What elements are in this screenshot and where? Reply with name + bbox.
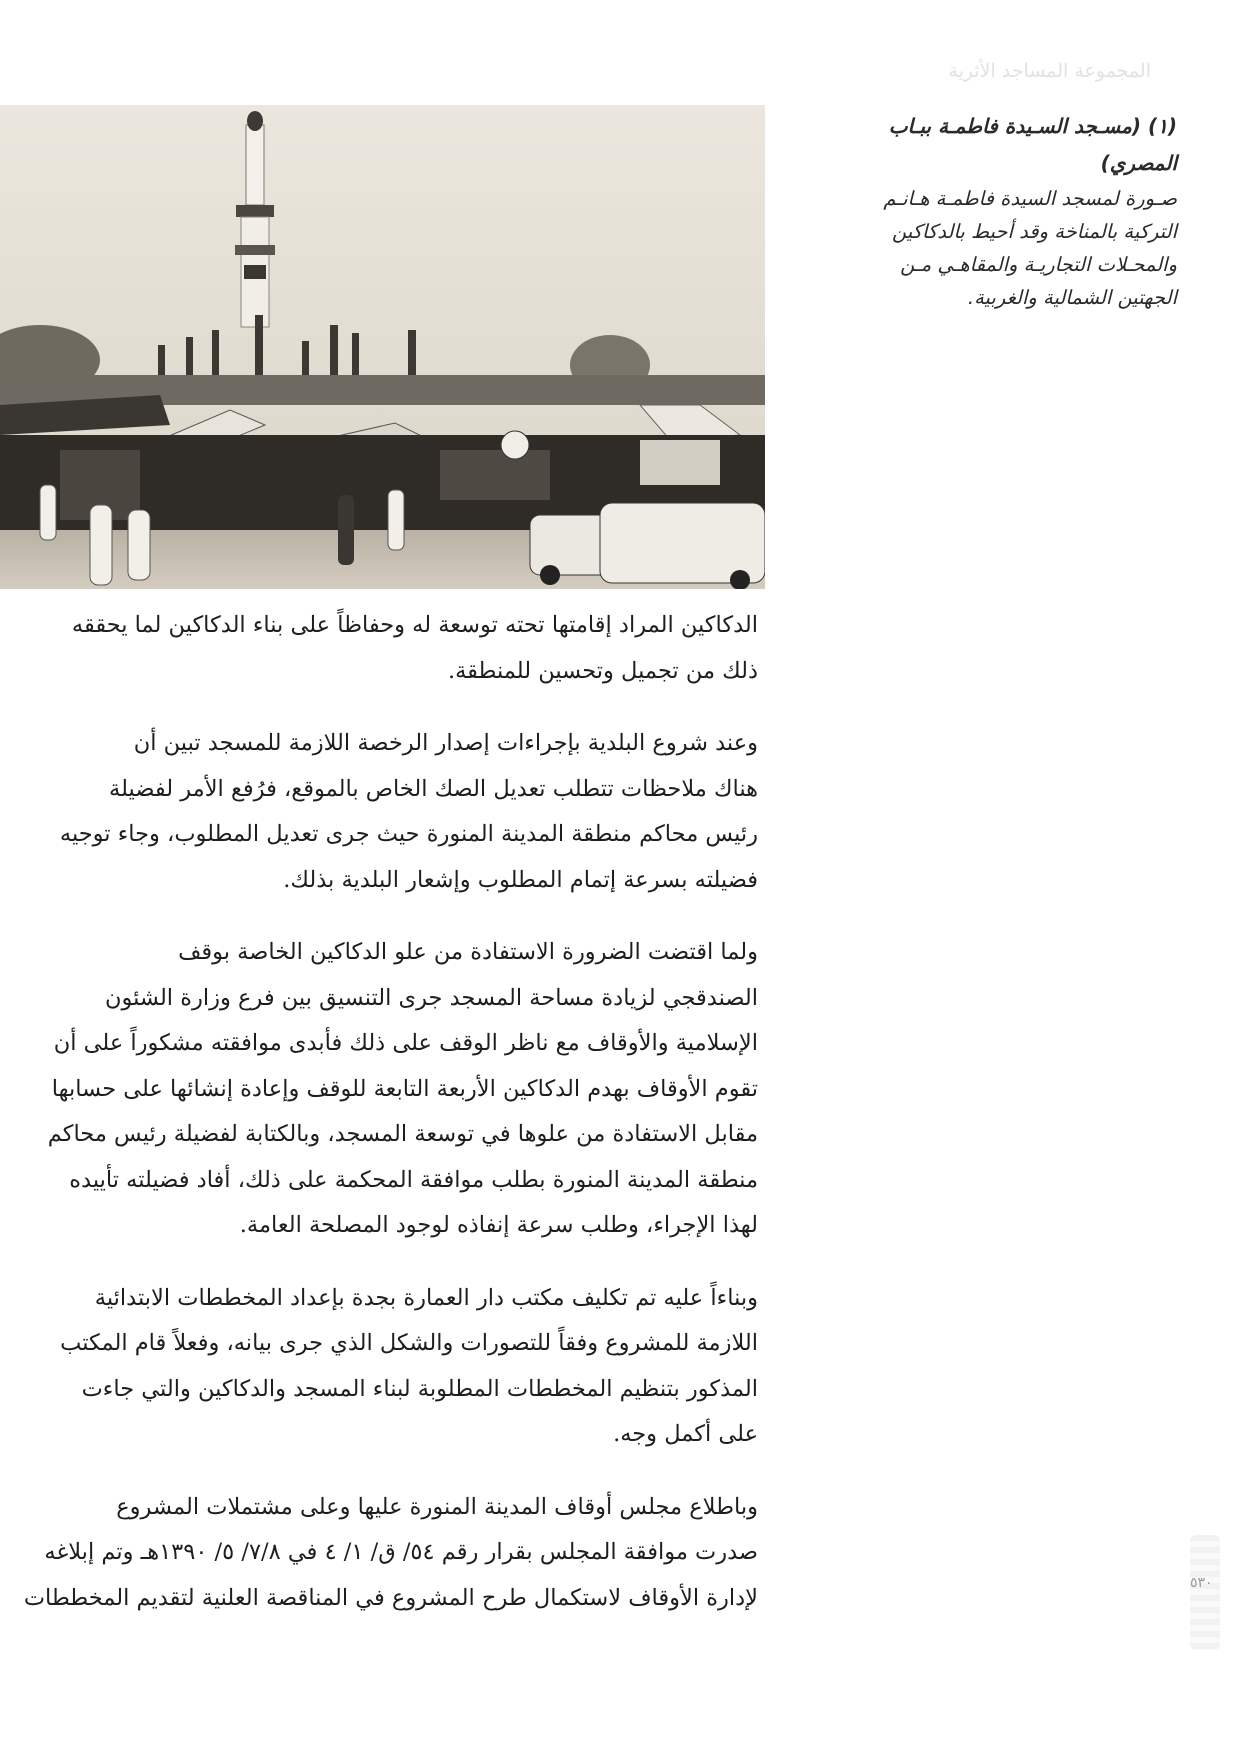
paragraph-gap bbox=[0, 694, 758, 721]
body-line: ولما اقتضت الضرورة الاستفادة من علو الدكاكين الخاصة بوقف bbox=[178, 939, 758, 965]
body-line: اللازمة للمشروع وفقاً للتصورات والشكل الذي جرى بيانه، وفعلاً قام المكتب bbox=[60, 1330, 758, 1356]
paragraph-gap bbox=[0, 1249, 758, 1276]
paragraph-gap bbox=[0, 1458, 758, 1485]
page-number: ٥٣٠ bbox=[1190, 1575, 1213, 1591]
body-line: مقابل الاستفادة من علوها في توسعة المسجد، وبالكتابة لفضيلة رئيس محاكم bbox=[47, 1121, 758, 1147]
body-line: الدكاكين المراد إقامتها تحته توسعة له وحفاظاً على بناء الدكاكين لما يحققه bbox=[71, 612, 758, 638]
mosque-photo-illustration bbox=[0, 105, 765, 589]
body-line: هناك ملاحظات تتطلب تعديل الصك الخاص بالموقع، فرُفع الأمر لفضيلة bbox=[109, 775, 758, 802]
body-line: منطقة المدينة المنورة بطلب موافقة المحكمة على ذلك، أفاد فضيلته تأييده bbox=[69, 1166, 758, 1193]
caption-title-line-2: المصري) bbox=[1100, 151, 1177, 175]
caption-body-line: الجهتين الشمالية والغربية. bbox=[967, 286, 1177, 309]
body-line: وبناءاً عليه تم تكليف مكتب دار العمارة بجدة بإعداد المخططات الابتدائية bbox=[94, 1284, 758, 1311]
caption-body-line: والمحـلات التجاريـة والمقاهـي مـن bbox=[900, 253, 1177, 276]
mosque-photo bbox=[0, 105, 765, 589]
margin-ornament bbox=[1190, 1535, 1220, 1650]
body-line: تقوم الأوقاف بهدم الدكاكين الأربعة التابعة للوقف وإعادة إنشائها على حسابها bbox=[51, 1075, 758, 1102]
body-line: الإسلامية والأوقاف مع ناظر الوقف على ذلك فأبدى موافقته مشكوراً على أن bbox=[53, 1030, 758, 1056]
body-line: وباطلاع مجلس أوقاف المدينة المنورة عليها وعلى مشتملات المشروع bbox=[116, 1493, 758, 1520]
body-line: ذلك من تجميل وتحسين للمنطقة. bbox=[447, 657, 758, 684]
body-line: لإدارة الأوقاف لاستكمال طرح المشروع في المناقصة العلنية لتقديم المخططات bbox=[23, 1584, 758, 1611]
photo-caption bbox=[757, 108, 1177, 314]
caption-title-line-1: (١) (مسـجد السـيدة فاطمـة ببـاب bbox=[888, 114, 1177, 138]
body-line: لهذا الإجراء، وطلب سرعة إنفاذه لوجود المصلحة العامة. bbox=[239, 1212, 758, 1238]
body-line: رئيس محاكم منطقة المدينة المنورة حيث جرى تعديل المطلوب، وجاء توجيه bbox=[59, 821, 758, 847]
body-line: الصندقجي لزيادة مساحة المسجد جرى التنسيق بين فرع وزارة الشئون bbox=[104, 984, 758, 1011]
body-line: صدرت موافقة المجلس بقرار رقم ٥٤/ ق/ ١/ ٤ في ٧/٨/ ٥/ ١٣٩٠هـ وتم إبلاغه bbox=[44, 1539, 758, 1565]
running-header: المجموعة المساجد الأثرية bbox=[948, 60, 1151, 82]
body-text bbox=[0, 603, 758, 1621]
body-line: المذكور بتنظيم المخططات المطلوبة لبناء المسجد والدكاكين والتي جاءت bbox=[81, 1375, 758, 1402]
body-line: وعند شروع البلدية بإجراءات إصدار الرخصة اللازمة للمسجد تبين أن bbox=[133, 730, 758, 756]
caption-body-line: صـورة لمسجد السيدة فاطمـة هـانـم bbox=[883, 187, 1177, 210]
caption-body-line: التركية بالمناخة وقد أحيط بالدكاكين bbox=[892, 220, 1177, 243]
paragraph-gap bbox=[0, 903, 758, 930]
body-line: فضيلته بسرعة إتمام المطلوب وإشعار البلدية بذلك. bbox=[283, 866, 758, 893]
body-line: على أكمل وجه. bbox=[613, 1421, 758, 1447]
